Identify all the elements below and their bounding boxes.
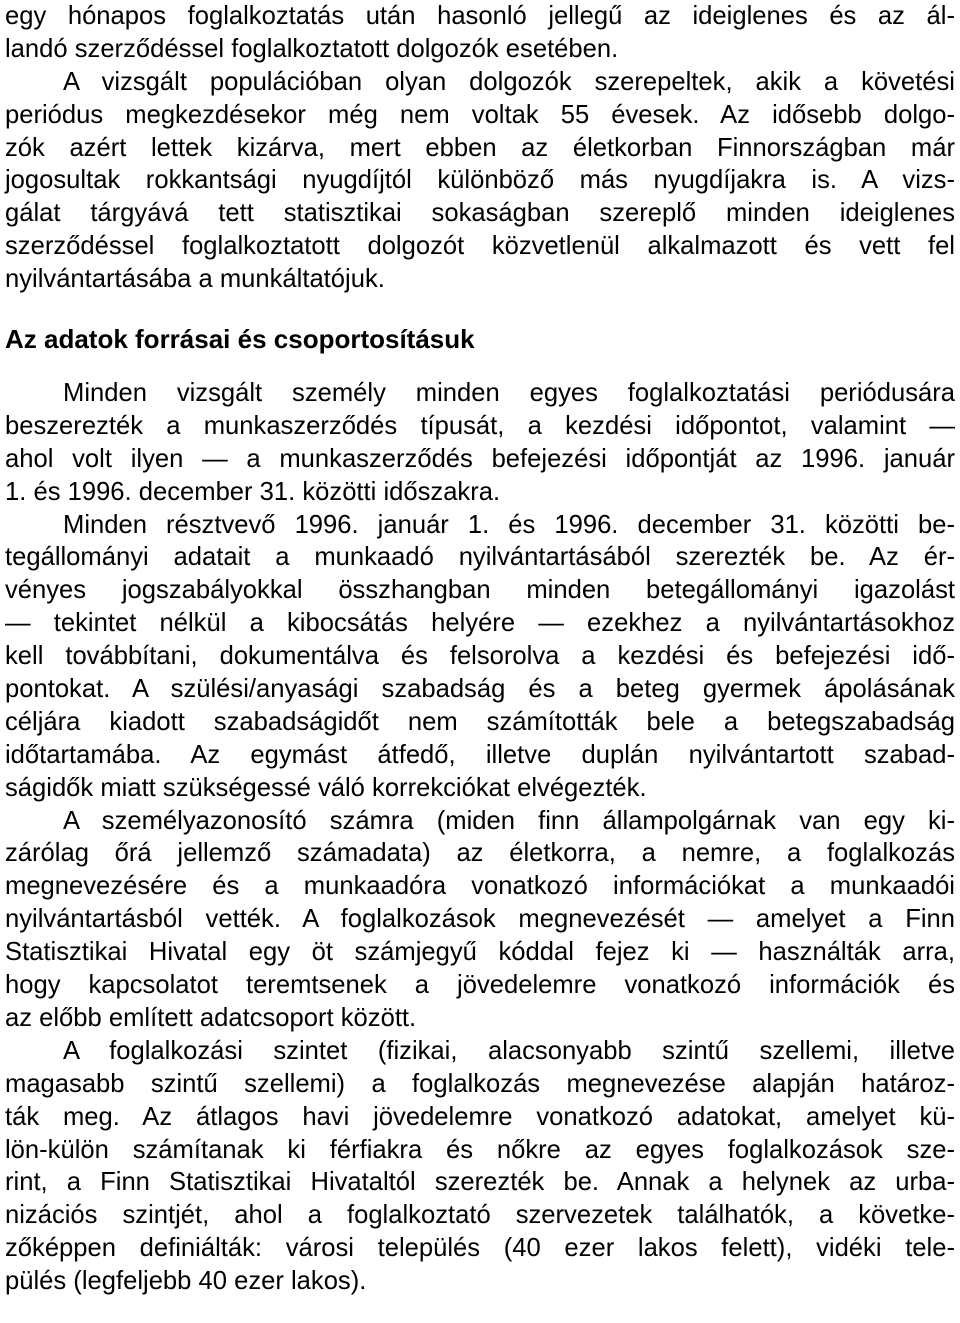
text-line: Minden résztvevő 1996. január 1. és 1996. december 31. közötti be- — [63, 510, 955, 539]
text-line: céljára kiadott szabadságidőt nem számították bele a betegszabadság — [5, 707, 955, 736]
text-line: 1. és 1996. december 31. közötti időszakra. — [5, 477, 501, 506]
paragraph-data-collection — [5, 377, 955, 509]
text-line: zárólag őrá jellemző számadata) az életkorra, a nemre, a foglalkozás — [5, 839, 955, 868]
text-line: szerződéssel foglalkoztatott dolgozót közvetlenül alkalmazott és vett fel — [5, 232, 955, 261]
text-line: ahol volt ilyen — a munkaszerződés befejezési időpontját az 1996. január — [5, 444, 955, 473]
text-line: beszerezték a munkaszerződés típusát, a kezdési időpontot, valamint — — [5, 411, 955, 440]
text-line: Statisztikai Hivatal egy öt számjegyű kóddal fejez ki — használták arra, — [5, 938, 955, 967]
text-line: gálat tárgyává tett statisztikai sokaságban szereplő minden ideiglenes — [5, 199, 955, 228]
text-line: periódus megkezdésekor még nem voltak 55 évesek. Az idősebb dolgo- — [5, 100, 955, 129]
text-line: időtartamába. Az egymást átfedő, illetve duplán nyilvántartott szabad- — [5, 740, 955, 769]
text-line: tegállományi adatait a munkaadó nyilvántartásából szerezték be. Az ér- — [5, 543, 955, 572]
text-line: landó szerződéssel foglalkoztatott dolgozók esetében. — [5, 34, 619, 63]
text-line: egy hónapos foglalkoztatás után hasonló jellegű az ideiglenes és az ál- — [5, 2, 955, 30]
text-line: ták meg. Az átlagos havi jövedelemre vonatkozó adatokat, amelyet kü- — [5, 1102, 955, 1131]
text-line: rint, a Finn Statisztikai Hivataltól szerezték be. Annak a helynek az urba- — [5, 1168, 955, 1197]
text-line: zók azért lettek kizárva, mert ebben az életkorban Finnországban már — [5, 133, 955, 162]
text-line: jogosultak rokkantsági nyugdíjtól különböző más nyugdíjakra is. A vizs- — [5, 166, 955, 195]
paragraph-occupation-level — [5, 1035, 955, 1298]
text-line: magasabb szintű szellemi) a foglalkozás megnevezése alapján határoz- — [5, 1069, 955, 1098]
text-line: Minden vizsgált személy minden egyes foglalkoztatási periódusára — [63, 379, 955, 408]
text-line: ságidők miatt szükségessé váló korrekciókat elvégezték. — [5, 773, 647, 802]
text-line: nyilvántartásból vették. A foglalkozások megnevezését — amelyet a Finn — [5, 905, 955, 934]
text-line: A személyazonosító számra (miden finn állampolgárnak van egy ki- — [63, 806, 955, 835]
text-line: zőképpen definiálták: városi település (40 ezer lakos felett), vidéki tele- — [5, 1234, 955, 1263]
text-line: az előbb említett adatcsoport között. — [5, 1003, 417, 1032]
section-heading: Az adatok forrásai és csoportosításuk — [5, 324, 475, 355]
text-line: lön-külön számítanak ki férfiakra és nőkre az egyes foglalkozások sze- — [5, 1135, 955, 1164]
text-line: megnevezésére és a munkaadóra vonatkozó információkat a munkaadói — [5, 872, 955, 901]
paragraph-continuation — [5, 0, 955, 66]
text-line: — tekintet nélkül a kibocsátás helyére — ezekhez a nyilvántartásokhoz — [5, 609, 955, 638]
text-line: nyilvántartásába a munkáltatójuk. — [5, 265, 385, 294]
text-line: A foglalkozási szintet (fizikai, alacsonyabb szintű szellemi, illetve — [63, 1036, 955, 1065]
text-line: hogy kapcsolatot teremtsenek a jövedelemre vonatkozó információk és — [5, 971, 955, 1000]
text-line: nizációs szintjét, ahol a foglalkoztató szervezetek találhatók, a követke- — [5, 1201, 955, 1230]
text-line: vényes jogszabályokkal összhangban minden betegállományi igazolást — [5, 576, 955, 605]
text-line: A vizsgált populációban olyan dolgozók szerepeltek, akik a követési — [63, 67, 955, 96]
text-line: kell továbbítani, dokumentálva és felsorolva a kezdési és befejezési idő- — [5, 642, 955, 671]
paragraph-population — [5, 66, 955, 296]
text-line: pontokat. A szülési/anyasági szabadság és a beteg gyermek ápolásának — [5, 675, 955, 704]
paragraph-sick-leave — [5, 509, 955, 805]
text-line: pülés (legfeljebb 40 ezer lakos). — [5, 1267, 367, 1296]
paragraph-personal-id — [5, 805, 955, 1035]
